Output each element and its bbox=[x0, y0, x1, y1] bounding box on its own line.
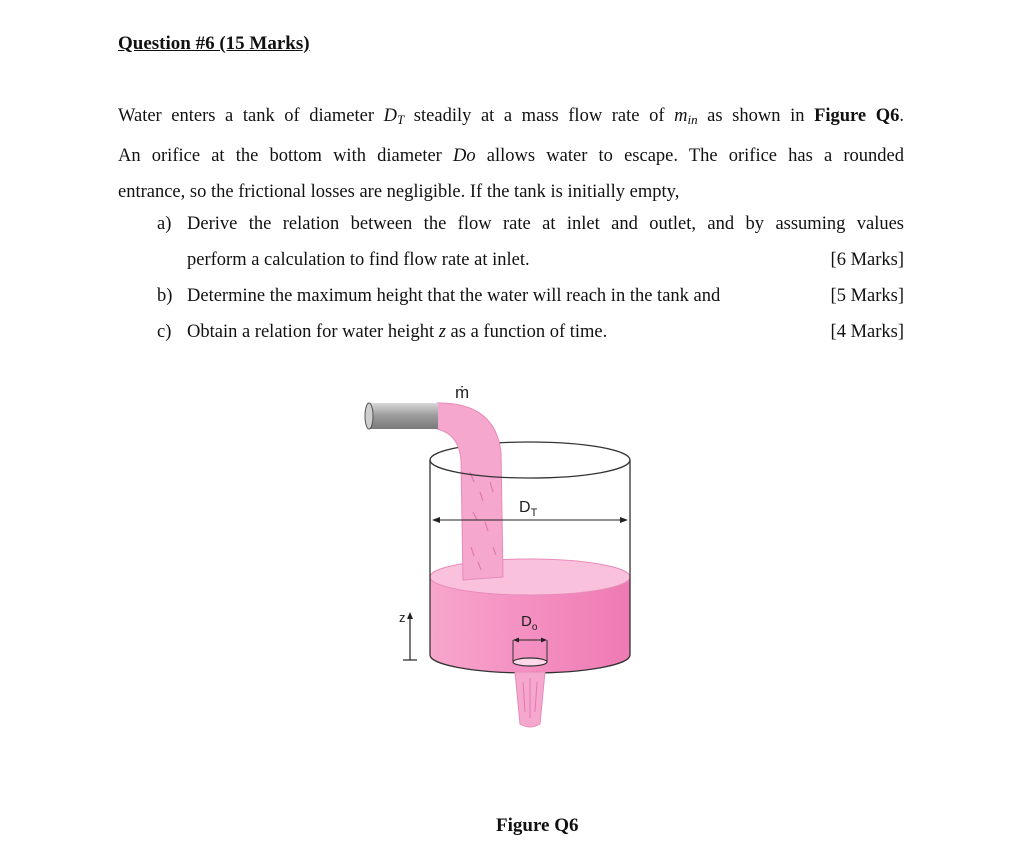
orifice bbox=[513, 658, 547, 666]
part-letter: b) bbox=[157, 286, 173, 306]
pipe-end bbox=[365, 403, 373, 429]
intro-line-2: An orifice at the bottom with diameter Do allows water to escape. The orifice has a rounded bbox=[118, 146, 905, 166]
mdot-label: ṁ bbox=[455, 383, 470, 402]
part-marks: [6 Marks] bbox=[830, 250, 904, 270]
question-parts bbox=[157, 206, 904, 350]
dt-arrow-left bbox=[432, 517, 440, 523]
figure-caption: Figure Q6 bbox=[496, 815, 579, 836]
z-label: z bbox=[399, 610, 406, 625]
dt-arrow-right bbox=[620, 517, 628, 523]
intro-line-1: Water enters a tank of diameter $D_T$ steadily at a mass flow rate of $m_{in}$ as shown in Figure Q6. bbox=[118, 106, 904, 127]
part-text: perform a calculation to find flow rate at inlet. bbox=[187, 250, 530, 270]
dt-label: $D_T$ bbox=[519, 499, 538, 519]
part-text: Derive the relation between the flow rate at inlet and outlet, and by assuming values bbox=[187, 214, 904, 234]
part-marks: [4 Marks] bbox=[830, 322, 904, 342]
part-a-cont bbox=[157, 242, 904, 278]
part-text: Determine the maximum height that the water will reach in the tank and bbox=[187, 286, 721, 306]
part-text: Obtain a relation for water height z as a function of time. bbox=[187, 322, 608, 342]
question-title: Question #6 (15 Marks) bbox=[118, 33, 310, 54]
intro-line-3: entrance, so the frictional losses are negligible. If the tank is initially empty, bbox=[118, 182, 680, 202]
part-marks: [5 Marks] bbox=[830, 286, 904, 306]
part-letter: c) bbox=[157, 322, 172, 342]
part-letter: a) bbox=[157, 214, 172, 234]
water-surface bbox=[430, 559, 630, 595]
question-intro bbox=[118, 98, 904, 210]
do-label: $D_o$ bbox=[521, 613, 538, 633]
z-axis-arrow bbox=[407, 612, 413, 619]
tank-rim-front bbox=[430, 460, 630, 478]
inlet-pipe bbox=[368, 403, 438, 429]
part-a bbox=[157, 206, 904, 242]
tank-figure bbox=[355, 372, 655, 752]
part-b bbox=[157, 278, 904, 314]
part-c bbox=[157, 314, 904, 350]
